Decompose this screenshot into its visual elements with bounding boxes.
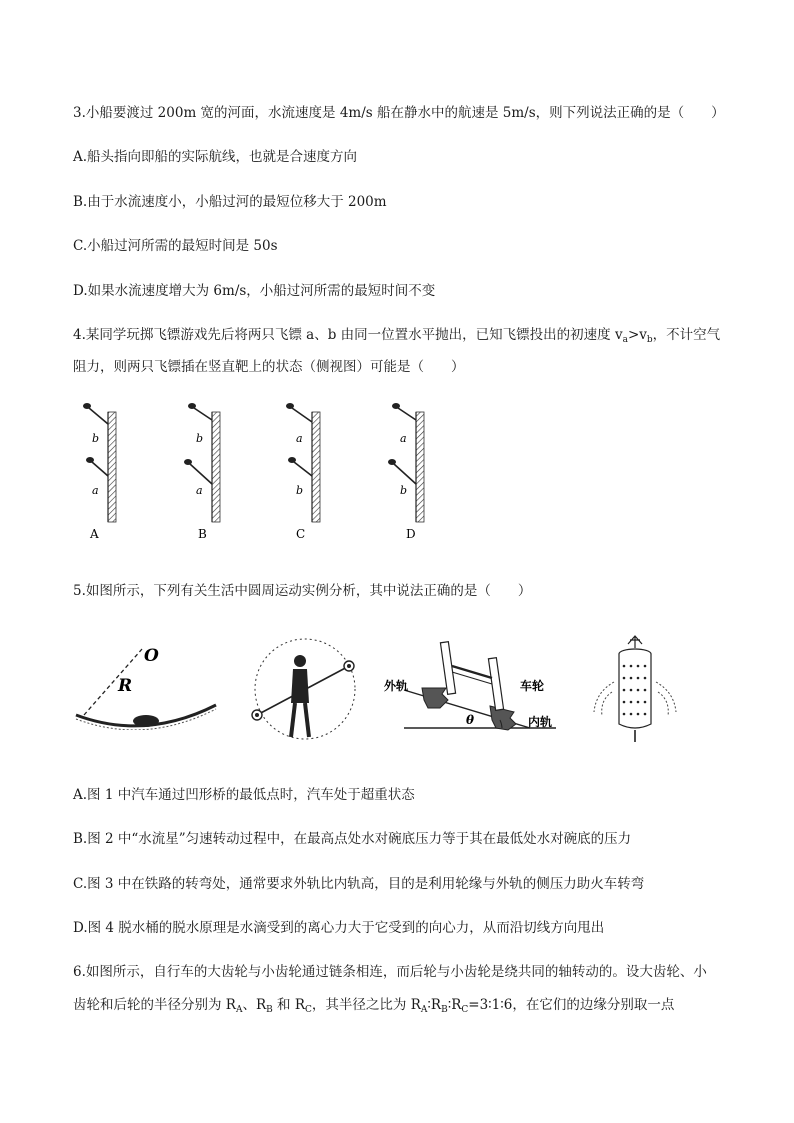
dart-b-lower-label: a	[196, 484, 203, 497]
q5-option-d: D.图 4 脱水桶的脱水原理是水滴受到的离心力大于它受到的向心力，从而沿切线方向甩出	[73, 920, 605, 936]
dart-a-lower-label: a	[92, 484, 99, 497]
q4-stem-line1	[73, 326, 720, 349]
dart-d-lower-label: b	[400, 484, 408, 497]
q6-text-6: ∶R	[447, 997, 462, 1013]
q6-text-7: =3∶1∶6，在它们的边缘分别取一点	[468, 997, 675, 1013]
q5-option-a: A.图 1 中汽车通过凹形桥的最低点时，汽车处于超重状态	[73, 787, 415, 803]
q6-text-4: ，其半径之比为 R	[311, 997, 421, 1013]
q3-option-d: D.如果水流速度增大为 6m/s，小船过河所需的最短时间不变	[73, 283, 436, 299]
q6-sub-3: C	[305, 1005, 312, 1015]
dart-c-lower-label: b	[296, 484, 304, 497]
dart-figure	[70, 400, 450, 550]
fig3-wheel-label: 车轮	[520, 679, 545, 693]
fig1-o-label: O	[144, 646, 159, 666]
q6-sub-4: A	[420, 1005, 428, 1015]
q3-stem: 3.小船要渡过 200m 宽的河面，水流速度是 4m/s 船在静水中的航速是 5m/s，则下列说法正确的是（ ）	[73, 105, 725, 121]
dart-panel-a	[83, 403, 116, 541]
q6-text-1: 齿轮和后轮的半径分别为 R	[73, 997, 236, 1013]
q3-option-b: B.由于水流速度小，小船过河的最短位移大于 200m	[73, 194, 387, 210]
q6-text-2: 、R	[242, 997, 267, 1013]
q5-stem: 5.如图所示，下列有关生活中圆周运动实例分析，其中说法正确的是（ ）	[73, 583, 532, 599]
dart-panel-b	[184, 403, 220, 541]
dart-a-upper-label: b	[92, 432, 100, 445]
dart-panel-d	[388, 403, 424, 541]
dart-b-panel-label: B	[198, 527, 207, 541]
q6-sub-1: A	[235, 1005, 243, 1015]
q5-option-c: C.图 3 中在铁路的转弯处，通常要求外轨比内轨高，目的是利用轮缘与外轨的侧压力助火车转弯	[73, 876, 645, 892]
dart-c-upper-label: a	[296, 432, 303, 445]
dart-d-upper-label: a	[400, 432, 407, 445]
q6-sub-5: B	[441, 1005, 448, 1015]
spin-dryer-figure	[590, 632, 690, 744]
q3-option-c: C.小船过河所需的最短时间是 50s	[73, 238, 278, 254]
q6-text-3: 和 R	[272, 997, 306, 1013]
fig3-outer-rail-label: 外轨	[384, 679, 409, 693]
q6-stem-line2	[73, 996, 674, 1019]
q3-option-a: A.船头指向即船的实际航线，也就是合速度方向	[73, 149, 358, 165]
q4-sub-a: a	[622, 335, 628, 345]
q6-stem-line1: 6.如图所示，自行车的大齿轮与小齿轮通过链条相连，而后轮与小齿轮是绕共同的轴转动的。设大齿轮、小	[73, 964, 707, 980]
q6-text-5: ∶R	[427, 997, 442, 1013]
concave-bridge-figure	[70, 635, 220, 730]
fig1-r-label: R	[118, 676, 133, 696]
q6-sub-6: C	[461, 1005, 469, 1015]
fig3-theta-label: θ	[466, 713, 475, 727]
fig3-inner-rail-label: 内轨	[528, 715, 553, 729]
q5-option-b: B.图 2 中“水流星”匀速转动过程中，在最高点处水对碗底压力等于其在最低处水对碗底的压力	[73, 831, 632, 847]
q4-stem-line2: 阻力，则两只飞镖插在竖直靶上的状态（侧视图）可能是（ ）	[73, 359, 465, 375]
railway-figure	[384, 632, 564, 732]
water-meteor-figure	[243, 635, 373, 745]
dart-c-panel-label: C	[296, 527, 306, 541]
q4-sub-b: b	[646, 335, 653, 345]
dart-a-panel-label: A	[90, 527, 99, 541]
q6-sub-2: B	[266, 1005, 273, 1015]
q4-stem-part1: 4.某同学玩掷飞镖游戏先后将两只飞镖 a、b 由同一位置水平抛出，已知飞镖投出的初速度 v	[73, 327, 623, 343]
dart-panel-c	[286, 403, 320, 541]
dart-d-panel-label: D	[406, 527, 416, 541]
q4-gt: >v	[627, 327, 647, 343]
q4-stem-part2: ，不计空气	[652, 327, 721, 343]
dart-b-upper-label: b	[196, 432, 204, 445]
